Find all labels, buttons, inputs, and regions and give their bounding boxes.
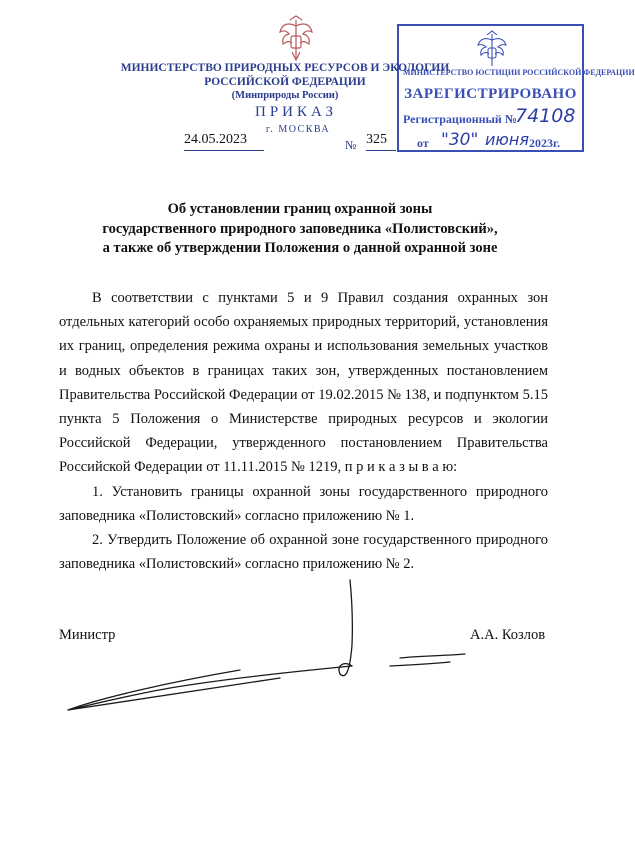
registration-stamp [397,24,635,152]
stamp-emblem-icon [475,30,509,70]
document-title [90,200,510,259]
stamp-reg-number: 74108 [515,105,576,127]
document-body [59,286,548,576]
stamp-registered: ЗАРЕГИСТРИРОВАНО [404,86,577,102]
coat-of-arms-emblem [276,14,316,64]
handwritten-signature [60,570,550,720]
order-date: 24.05.2023 [184,132,264,151]
number-sign: № [345,138,357,152]
document-type: ПРИКАЗ [255,104,337,120]
order-item-2: 2. Утвердить Положение об охранной зоне государственного природного заповедника «Полистовский» согласно приложению № 2. [59,532,548,573]
signer-position: Министр [59,627,116,643]
title-line3: а также об утверждении Положения о данной охранной зоне [102,240,498,256]
order-number: 325 [366,132,396,151]
stamp-year: 2023г. [529,136,561,150]
signer-name: А.А. Козлов [470,627,546,643]
order-item-1: 1. Установить границы охранной зоны государственного природного заповедника «Полистовский» согласно приложению № 1. [59,483,548,524]
stamp-month: июня [485,130,529,149]
preamble-paragraph: В соответствии с пунктами 5 и 9 Правил создания охранных зон отдельных категорий особо охраняемых природных территорий, установления их границ, определения режима охраны и использования земельных участков и водных объектов в границах таких зон, утвержденных постановлением Правительства Российской Федерации от 19.02.2015 № 138, и подпунктом 5.15 пункта 5 Положения о Министерстве природных ресурсов и экологии Российской Федерации, утвержденного постановлением Правительства Российской Федерации от 11.11.2015 № 1219, п р и к а з ы в а ю: [59,290,548,476]
stamp-day: "30" [441,130,479,150]
ministry-line1: МИНИСТЕРСТВО ПРИРОДНЫХ РЕСУРСОВ И ЭКОЛОГИИ [120,62,450,74]
title-line1: Об установлении границ охранной зоны [167,201,433,217]
stamp-from-label: от [417,136,429,150]
title-line2: государственного природного заповедника «Полистовский», [102,220,498,237]
ministry-line2: РОССИЙСКОЙ ФЕДЕРАЦИИ [204,76,366,88]
ministry-short: (Минприроды России) [231,90,339,101]
stamp-reg-label: Регистрационный № [403,112,517,126]
city: г. МОСКВА [265,124,331,135]
stamp-ministry: МИНИСТЕРСТВО ЮСТИЦИИ РОССИЙСКОЙ ФЕДЕРАЦИИ [403,68,635,77]
